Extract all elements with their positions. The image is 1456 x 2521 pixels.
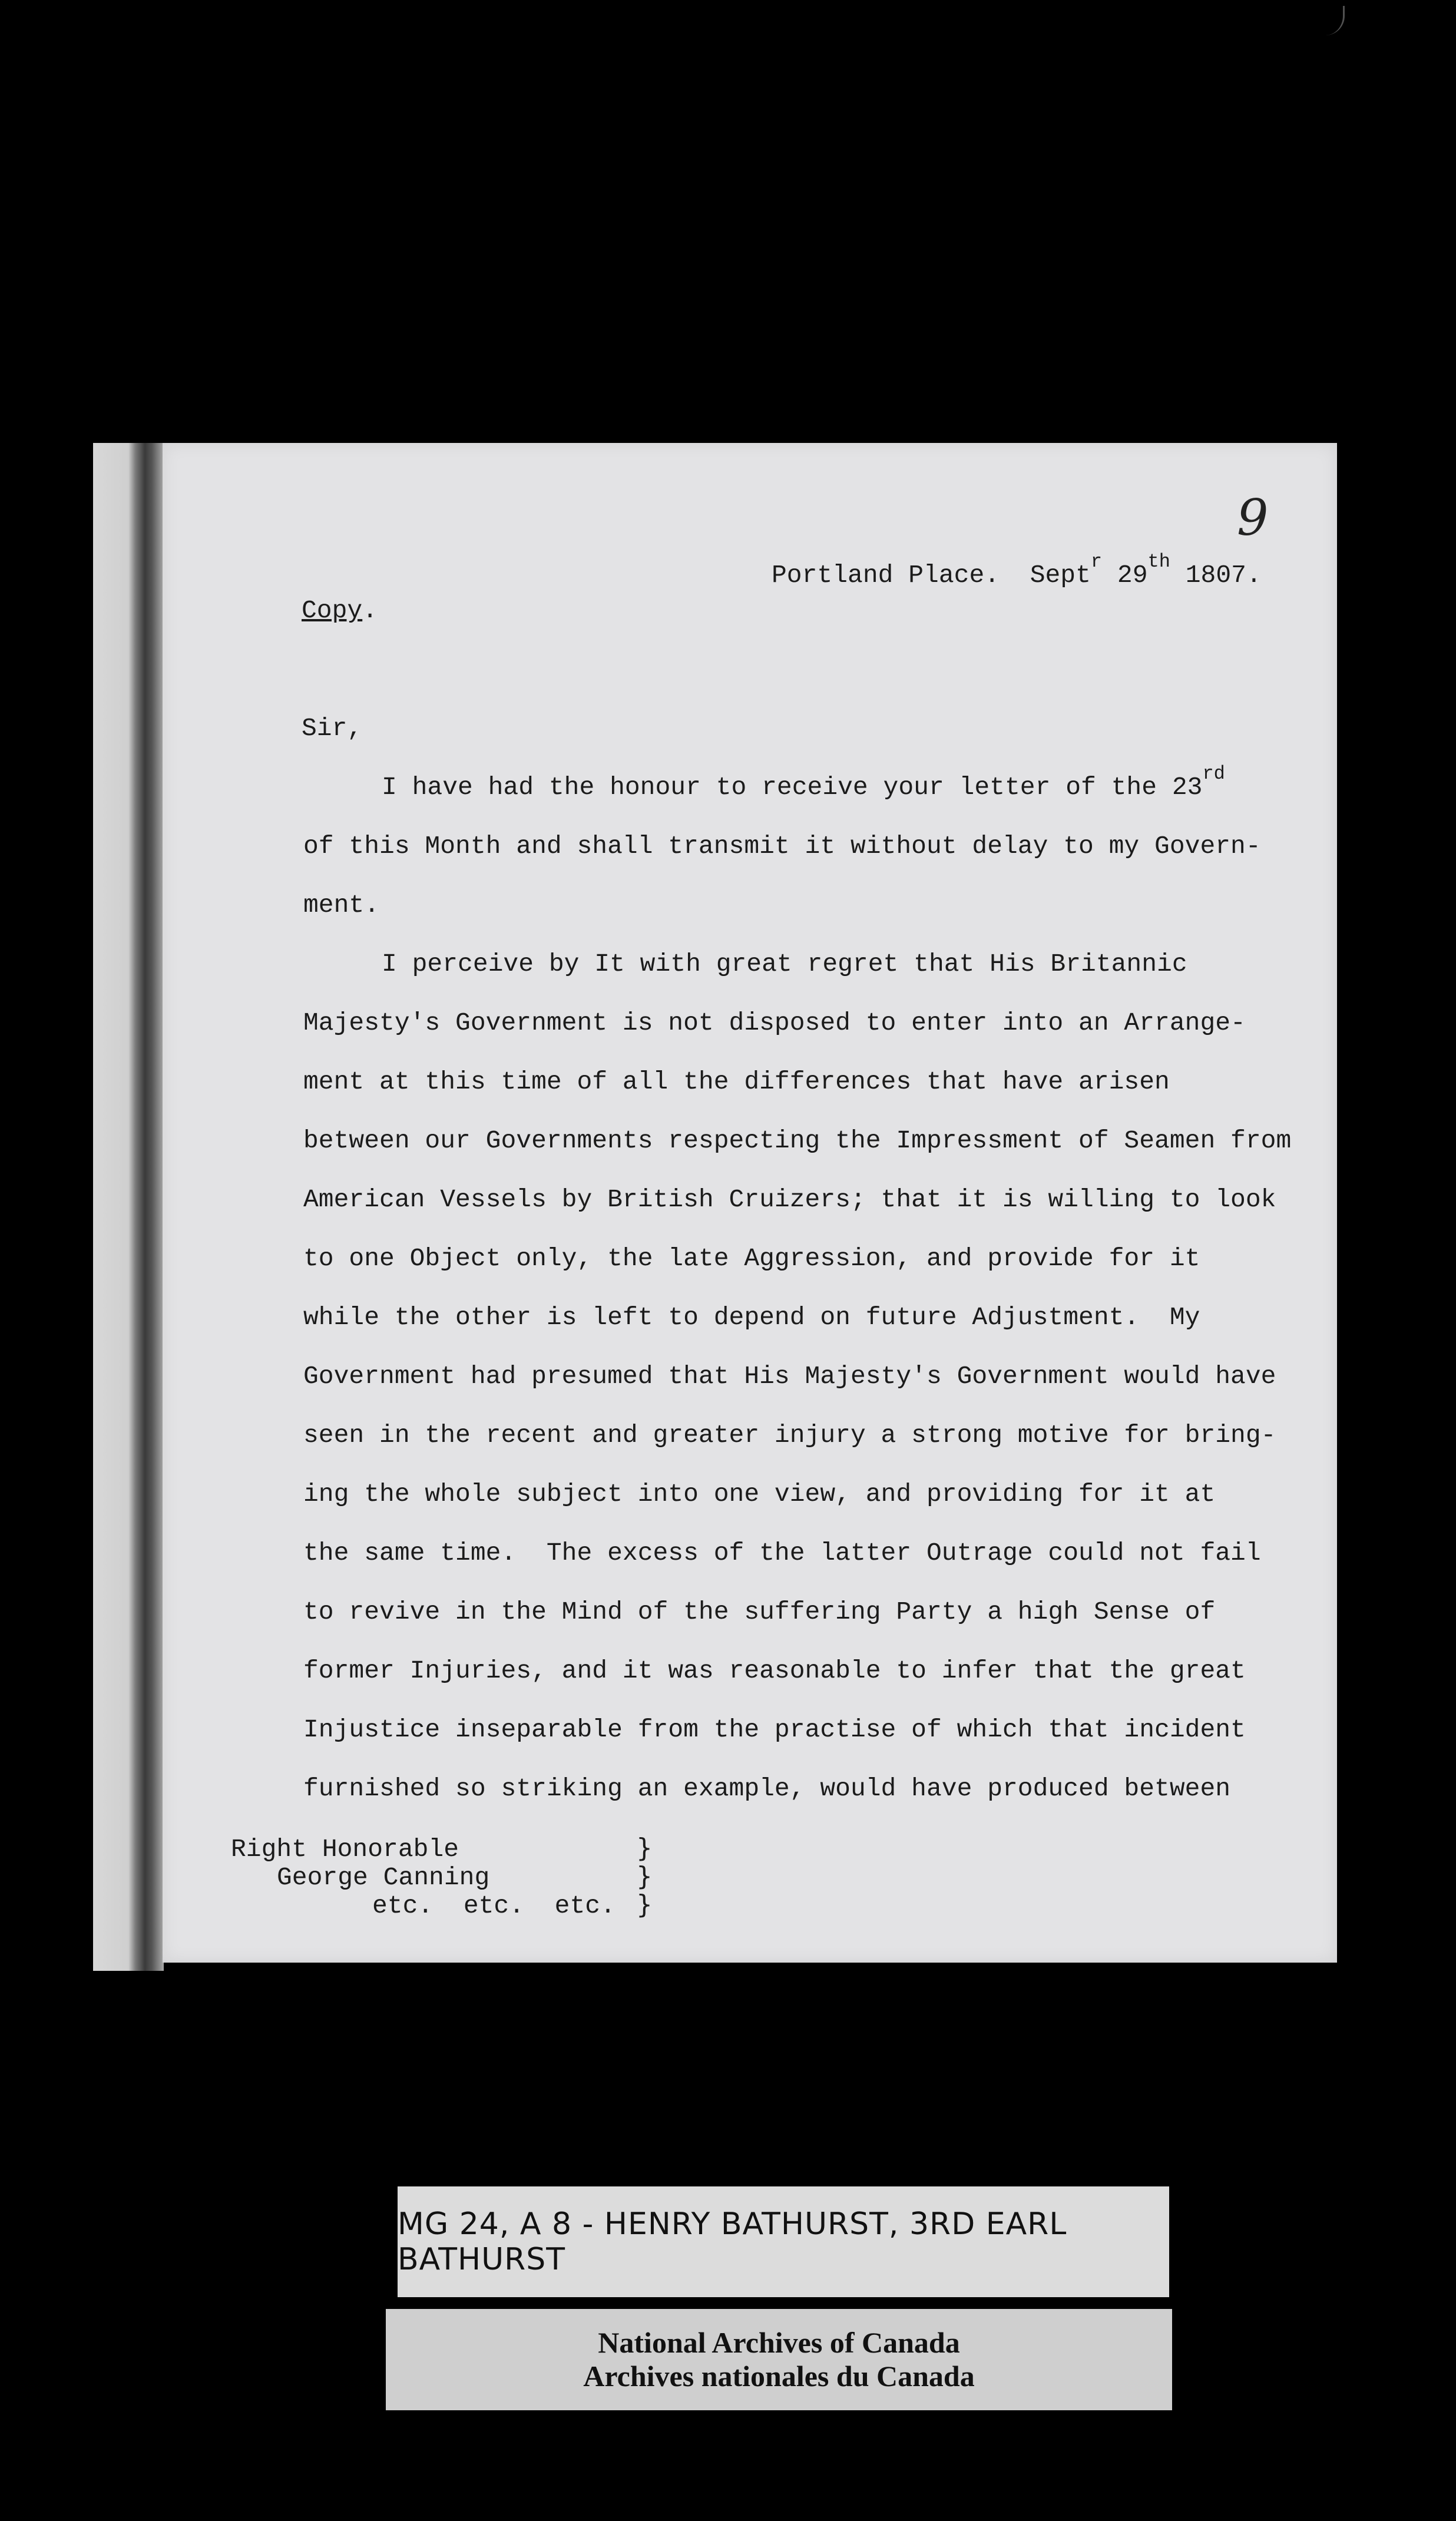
- page-binding-edge: [93, 443, 164, 1971]
- archive-reference-label: [398, 2186, 1169, 2297]
- day-superscript: th: [1147, 551, 1170, 573]
- body-line: seen in the recent and greater injury a strong motive for bring-: [303, 1421, 1276, 1450]
- day: 29: [1117, 561, 1148, 590]
- body-line: to one Object only, the late Aggression, and provide for it: [303, 1244, 1200, 1273]
- first-line-text: I have had the honour to receive your letter of the 23: [382, 773, 1203, 802]
- salutation: Sir,: [302, 714, 363, 743]
- body-line: of this Month and shall transmit it without delay to my Govern-: [303, 832, 1261, 861]
- brace-mark: }: [636, 1861, 653, 1891]
- body-line: American Vessels by British Cruizers; that it is willing to look: [303, 1185, 1276, 1214]
- addressee-line: George Canning: [277, 1863, 490, 1892]
- institution-label: [386, 2309, 1172, 2410]
- addressee-line: etc. etc. etc.: [372, 1891, 616, 1920]
- institution-name-fr: Archives nationales du Canada: [583, 2360, 975, 2393]
- month-superscript: r: [1090, 551, 1103, 573]
- body-line: the same time. The excess of the latter Outrage could not fail: [303, 1539, 1261, 1567]
- body-line: to revive in the Mind of the suffering Party a high Sense of: [303, 1597, 1216, 1626]
- first-body-line: [382, 763, 1225, 802]
- body-line: while the other is left to depend on future Adjustment. My: [303, 1303, 1200, 1332]
- place-date-line: [772, 551, 1262, 590]
- body-line: ment.: [303, 891, 380, 919]
- film-corner-mark: [1325, 6, 1345, 35]
- addressee-line: Right Honorable: [231, 1835, 459, 1864]
- brace-mark: }: [636, 1890, 653, 1920]
- body-line: furnished so striking an example, would have produced between: [303, 1774, 1231, 1803]
- institution-name-en: National Archives of Canada: [598, 2325, 960, 2359]
- copy-label: Copy: [302, 596, 363, 625]
- month: Sept: [1030, 561, 1091, 590]
- body-line: Injustice inseparable from the practise of which that incident: [303, 1715, 1246, 1744]
- body-line: Majesty's Government is not disposed to enter into an Arrange-: [303, 1008, 1246, 1037]
- year: 1807.: [1185, 561, 1262, 590]
- body-line: between our Governments respecting the Impressment of Seamen from: [303, 1126, 1292, 1155]
- body-line: I perceive by It with great regret that His Britannic: [382, 949, 1187, 978]
- body-line: ment at this time of all the differences that have arisen: [303, 1067, 1170, 1096]
- folio-number: 9: [1237, 489, 1269, 547]
- body-line: Government had presumed that His Majesty's Government would have: [303, 1362, 1276, 1391]
- archive-reference-text: MG 24, A 8 - HENRY BATHURST, 3RD EARL BATHURST: [398, 2206, 1067, 2277]
- first-line-superscript: rd: [1202, 763, 1225, 785]
- body-line: ing the whole subject into one view, and providing for it at: [303, 1480, 1216, 1508]
- brace-mark: }: [636, 1833, 653, 1863]
- copy-heading: Copy.: [302, 596, 378, 625]
- place: Portland Place.: [772, 561, 1000, 590]
- body-line: former Injuries, and it was reasonable to infer that the great: [303, 1656, 1246, 1685]
